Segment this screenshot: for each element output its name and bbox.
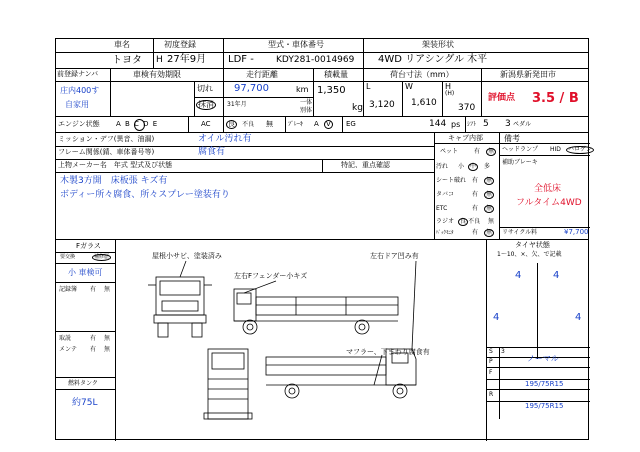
truck-top-view [204,349,252,419]
fglass-label: Fガラス [76,242,101,250]
cab-seat-yes: 有 [472,177,479,184]
damage-diagram [116,239,486,441]
manual-no: 無 [104,335,111,342]
km-unit: km [296,85,309,94]
cab-radio-bad: 不良 [468,218,481,225]
notes [500,133,590,239]
headlamp-label: ヘッドランプ [502,146,539,153]
cab-seat-no: 無 [486,177,493,184]
model-value: LDF - [228,54,254,65]
maker-label: 車名 [114,40,130,49]
fglass-value: 小 車検可 [68,268,103,277]
era-value: H [156,55,163,65]
pedal-value: 3 [505,119,511,129]
aux-brake-label: 補助ブレーキ [502,159,538,166]
cab-dirt-mid: 中 [470,163,477,170]
tire-f: F [489,369,493,376]
tire-label: タイヤ状態 [515,241,550,249]
cab-bm-no: 無 [486,229,493,236]
tire-p: P [489,358,493,365]
frame-label: フレーム関係(錆、車体番号等) [58,148,155,156]
cab-smoke-yes: 有 [472,191,479,198]
plate-label: 前登録ナンバ [57,70,99,78]
tire-small3: 3 [501,348,505,355]
halogen-label: ハロゲン [568,146,592,153]
erased-label: 抹消 [198,100,214,109]
dim-l-value: 3,120 [369,100,395,110]
replace-label: 要交換 [60,254,76,260]
location-value: 新潟県新発田市 [500,70,556,79]
shift-label: ｼﾌﾄ [467,121,477,128]
cab-backmonitor: ﾊﾞｯｸﾓﾆﾀ [436,230,454,236]
ac-good: 良 [228,120,235,128]
manual-yes: 有 [90,335,97,342]
dim-w-label: W [405,82,413,91]
expired-label: 切れ [197,84,213,93]
inspection-label: 車検有効期限 [133,70,181,79]
maint-yes: 有 [90,346,97,353]
ps-unit: ps [451,120,461,129]
cab-etc-no: 無 [486,205,493,212]
upper-line1: 木製3方開 床板張 キズ有 [60,176,168,186]
upper-line2: ボディー所々腐食、所々スプレー塗装有り [60,190,230,200]
mileage-note2: 別体 [300,107,313,114]
roof-note: 屋根小サビ、塗装済み [152,252,222,260]
engine-row [56,117,588,133]
cab-pet-no: 無 [488,148,495,155]
cab-radio: ラジオ [436,218,455,225]
first-reg-value: 27年9月 [167,54,207,65]
record-no: 無 [104,286,111,293]
dim-w-value: 1,610 [411,98,437,108]
cab-pet: ペット [440,148,459,155]
cab-pet-yes: 有 [474,148,481,155]
notes-label: 備考 [504,134,520,143]
cab-radio-good: 良 [460,218,467,225]
header-row [56,39,588,69]
tire-desc: 1〜10、×、欠、で記載 [497,251,562,258]
vin-value: KDY281-0014969 [276,55,355,65]
mileage-value: 97,700 [234,83,269,94]
truck-front-view [148,277,212,337]
maker-value: トヨタ [112,55,142,66]
eg-label: EG [346,120,356,128]
maint-no: 無 [104,346,111,353]
payload-label: 積載量 [324,70,348,79]
cab-etc-yes: 有 [472,205,479,212]
spec-row [56,69,588,117]
brake-grade: A [314,120,319,128]
upper-label: 上物メーカー名 年式 型式及び状態 [58,161,173,169]
record-label: 記録簿 [59,286,78,293]
repair-label: 補修歴 [94,254,110,260]
auction-sheet [55,38,592,440]
pedal-label: ペダル [513,121,532,128]
fuel-value: 約75L [72,398,98,408]
tire-s: S [489,348,493,355]
left-panel [56,239,116,441]
fuel-label: 燃料タンク [68,380,98,387]
tire-type: ノーマル [527,354,559,363]
payload-value: 1,350 [317,85,346,96]
tire-fr: 4 [553,270,560,281]
cab-bm-yes: 有 [472,229,479,236]
ac-label: AC [201,120,211,128]
middle-left [56,133,434,239]
cab-interior [434,133,500,239]
tire-rr: 4 [575,312,582,323]
cab-etc: ETC [436,205,448,212]
cab-label: キャブ内部 [448,134,483,142]
cab-radio-none: 無 [488,218,495,225]
notes-line1: 全低床 [534,184,562,194]
muffler-note: マフラー、下まわり腐食有 [346,348,430,356]
doors-note: 左右ドア凹み有 [370,252,419,260]
hid-label: HID [550,146,561,153]
body-value: 4WD リアシングル 木平 [378,54,488,65]
recycle-value: ¥7,700 [564,228,589,236]
plate-line2: 自家用 [65,100,89,109]
engine-grades: A B C D E [116,120,159,128]
first-reg-label: 初度登録 [164,40,196,49]
mission-text: オイル汚れ有 [198,134,252,144]
score-value: 3.5 / B [532,91,579,106]
tire-rear-size: 195/75R15 [525,402,564,410]
frame-text: 腐食有 [198,147,226,157]
brake-v: V [326,120,331,128]
record-yes: 有 [90,286,97,293]
truck-drawings [116,239,486,441]
mileage-label: 走行距離 [246,70,278,79]
mission-label: ミッション・デフ(異音、油漏) [58,135,155,143]
cab-smoke-no: 無 [486,191,493,198]
ac-bad: 不良 [242,121,255,128]
model-label: 型式・車体番号 [268,40,324,49]
tire-panel [486,239,590,441]
dim-h2-label: (H) [445,90,455,97]
score-label: 評価点 [488,93,516,103]
cab-dirt-small: 小 [458,163,465,170]
notes-line2: フルタイム4WD [516,198,582,208]
dims-label: 荷台寸法（mm） [390,70,454,79]
dim-h-label: H [445,82,452,91]
engine-circle-mark [134,119,145,131]
erased-date: 31年月 [227,101,247,108]
shift-value: 5 [483,119,489,129]
cab-dirt: 汚れ [436,163,449,170]
dim-l-label: L [366,82,371,91]
body-label: 架装形状 [422,40,454,49]
maint-label: メンテ [59,346,78,353]
ac-none: 無 [266,120,273,128]
fender-note: 左右Fフェンダー小キズ [234,272,308,280]
plate-line1: 庄内400す [60,86,100,95]
dim-h-value: 370 [458,103,476,113]
tire-rl: 4 [493,312,500,323]
tire-front-size: 195/75R15 [525,380,564,388]
truck-side-view [234,289,398,334]
eg-value: 144 [429,119,447,129]
engine-label: エンジン状態 [58,120,100,128]
brake-label: ﾌﾞﾚｰｷ [288,121,304,128]
cab-dirt-large: 多 [484,163,491,170]
manual-label: 取説 [59,335,72,342]
cab-smoke: タバコ [436,191,454,198]
tire-fl: 4 [515,270,522,281]
recycle-label: リサイクル料 [502,229,538,236]
truck-other-side-view [266,349,416,398]
cab-seat: シート破れ [436,177,467,184]
points-label: 特記、重点確認 [341,161,390,169]
tire-r: R [489,391,494,398]
payload-unit: kg [352,103,363,113]
mileage-note1: 一体 [300,99,313,106]
